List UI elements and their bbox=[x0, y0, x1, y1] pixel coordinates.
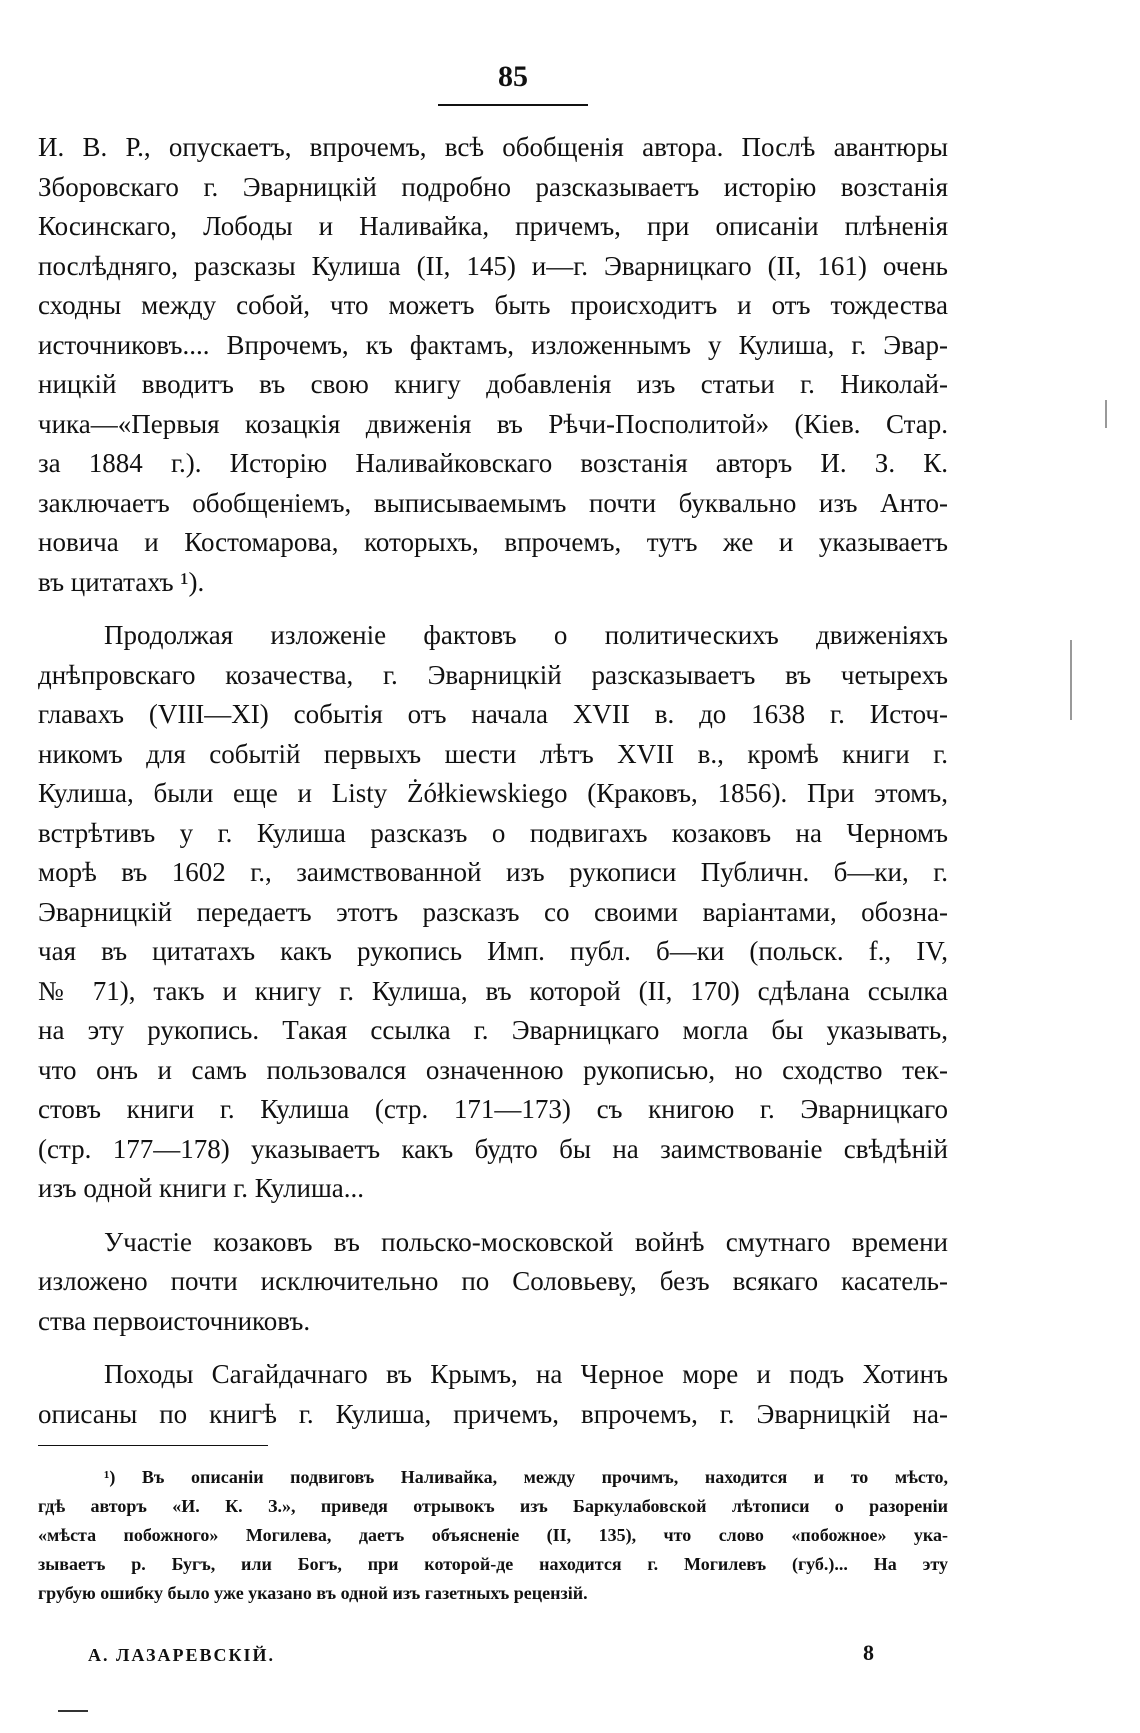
text-line: чая въ цитатахъ какъ рукопись Имп. публ. б—ки (польск. f., IV, bbox=[38, 936, 948, 966]
scan-edge-mark bbox=[1105, 400, 1107, 428]
text-line: за 1884 г.). Исторію Наливайковскаго возстанія авторъ И. З. К. bbox=[38, 448, 948, 478]
text-line: Кулиша, были еще и Listy Żółkiewskiego (Краковъ, 1856). При этомъ, bbox=[38, 778, 948, 808]
footnote-line: «мѣста побожного» Могилева, даетъ объясненіе (II, 135), что слово «побожное» ука- bbox=[38, 1525, 948, 1545]
paragraph bbox=[38, 1355, 948, 1434]
page-number-rule bbox=[438, 104, 588, 106]
text-line: Эварницкій передаетъ этотъ разсказъ со своими варіантами, обозна- bbox=[38, 896, 948, 927]
text-line: на эту рукопись. Такая ссылка г. Эварницкаго могла бы указывать, bbox=[38, 1015, 948, 1045]
text-line: морѣ въ 1602 г., заимствованной изъ рукописи Публичн. б—ки, г. bbox=[38, 857, 948, 887]
footnote-line: гдѣ авторъ «И. К. З.», приведя отрывокъ изъ Баркулабовской лѣтописи о разореніи bbox=[38, 1496, 948, 1516]
text-line: что онъ и самъ пользовался означенною рукописью, но сходство тек- bbox=[38, 1054, 948, 1085]
text-line: И. В. Р., опускаетъ, впрочемъ, всѣ обобщенія автора. Послѣ авантюры bbox=[38, 132, 948, 162]
footnote bbox=[38, 1463, 948, 1608]
text-line: Походы Сагайдачнаго въ Крымъ, на Черное море и подъ Хотинъ bbox=[104, 1359, 948, 1389]
text-line: описаны по книгѣ г. Кулиша, причемъ, впрочемъ, г. Эварницкій на- bbox=[38, 1398, 948, 1429]
text-line: главахъ (VIII—XI) событія отъ начала XVII в. до 1638 г. Источ- bbox=[38, 699, 948, 729]
text-line: днѣпровскаго козачества, г. Эварницкій разсказываетъ въ четырехъ bbox=[38, 659, 948, 690]
text-line: въ цитатахъ ¹). bbox=[38, 566, 205, 597]
text-line: № 71), такъ и книгу г. Кулиша, въ которой (II, 170) сдѣлана ссылка bbox=[38, 975, 948, 1006]
footnote-line: ¹) Въ описаніи подвиговъ Наливайка, между прочимъ, находится и то мѣсто, bbox=[104, 1467, 948, 1487]
text-line: Участіе козаковъ въ польско-московской войнѣ смутнаго времени bbox=[104, 1226, 948, 1257]
paragraph bbox=[38, 616, 948, 1209]
text-line: (стр. 177—178) указываетъ какъ будто бы на заимствованіе свѣдѣній bbox=[38, 1133, 948, 1164]
text-line: никомъ для событій первыхъ шести лѣтъ XVII в., кромѣ книги г. bbox=[38, 738, 948, 769]
text-line: источниковъ.... Впрочемъ, къ фактамъ, изложеннымъ у Кулиша, г. Эвар- bbox=[38, 329, 948, 360]
paragraph bbox=[38, 1223, 948, 1342]
text-line: изложено почти исключительно по Соловьеву, безъ всякаго касатель- bbox=[38, 1266, 948, 1296]
text-line: изъ одной книги г. Кулиша... bbox=[38, 1173, 365, 1203]
body-text bbox=[38, 128, 948, 1434]
text-line: ства первоисточниковъ. bbox=[38, 1305, 311, 1336]
text-line: новича и Костомарова, которыхъ, впрочемъ, тутъ же и указываетъ bbox=[38, 527, 948, 557]
text-line: стовъ книги г. Кулиша (стр. 171—173) съ книгою г. Эварницкаго bbox=[38, 1094, 948, 1124]
text-line: сходны между собой, что можетъ быть происходитъ и отъ тождества bbox=[38, 290, 948, 320]
text-line: заключаетъ обобщеніемъ, выписываемымъ почти буквально изъ Анто- bbox=[38, 487, 948, 518]
text-line: Зборовскаго г. Эварницкій подробно разсказываетъ исторію возстанія bbox=[38, 171, 948, 202]
text-line: Продолжая изложеніе фактовъ о политическихъ движеніяхъ bbox=[104, 620, 948, 650]
footer-dash bbox=[58, 1710, 88, 1712]
footer-signature: А. ЛАЗАРЕВСКІЙ. bbox=[88, 1645, 276, 1665]
footnote-line: зываетъ р. Бугъ, или Богъ, при которой-де находится г. Могилевъ (губ.)... На эту bbox=[38, 1554, 948, 1574]
footnote-line: грубую ошибку было уже указано въ одной изъ газетныхъ рецензій. bbox=[38, 1583, 588, 1603]
text-line: послѣдняго, разсказы Кулиша (II, 145) и—г. Эварницкаго (II, 161) очень bbox=[38, 250, 948, 281]
text-line: встрѣтивъ у г. Кулиша разсказъ о подвигахъ козаковъ на Черномъ bbox=[38, 817, 948, 848]
text-line: Косинскаго, Лободы и Наливайка, причемъ, при описаніи плѣненія bbox=[38, 211, 948, 241]
footnote-rule bbox=[38, 1445, 268, 1446]
page-number: 85 bbox=[498, 60, 528, 93]
text-line: ницкій вводитъ въ свою книгу добавленія изъ статьи г. Николай- bbox=[38, 369, 948, 399]
scan-edge-mark bbox=[1070, 640, 1072, 720]
footer-sheet-number: 8 bbox=[863, 1640, 874, 1665]
text-line: чика—«Первыя козацкія движенія въ Рѣчи-Посполитой» (Кіев. Стар. bbox=[38, 408, 948, 439]
paragraph bbox=[38, 128, 948, 602]
document-page bbox=[38, 60, 948, 1710]
